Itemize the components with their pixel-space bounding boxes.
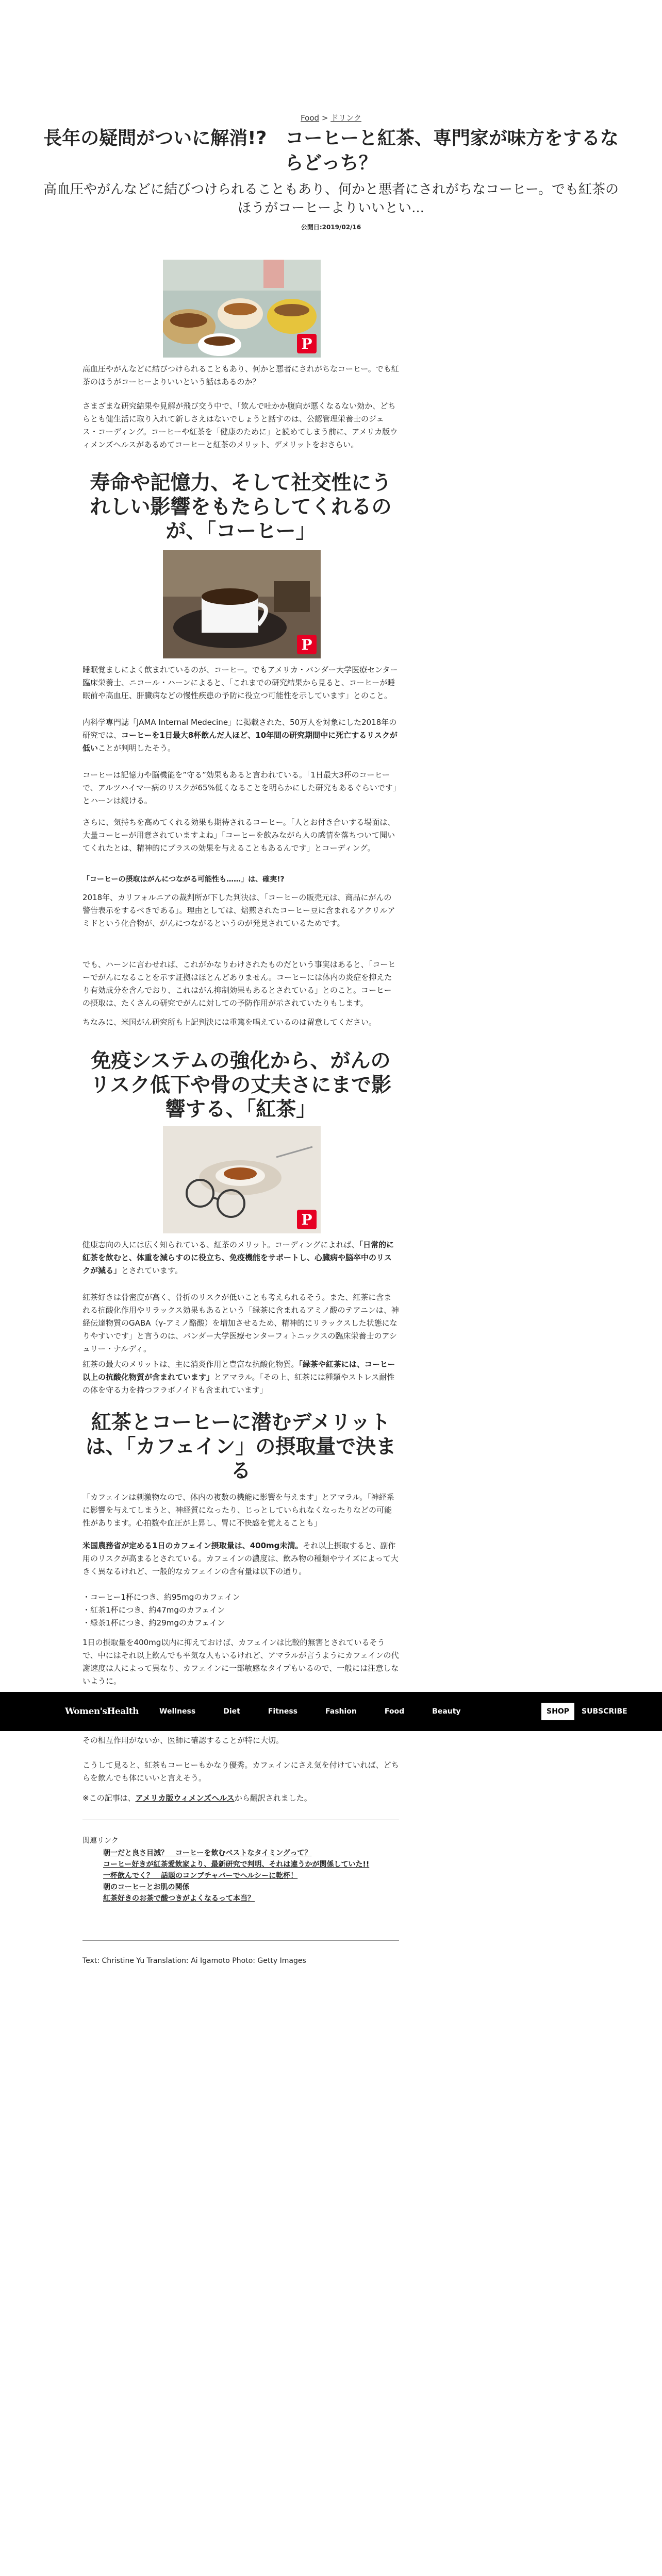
list-item: ・紅茶1杯につき、約47mgのカフェイン: [82, 1605, 225, 1615]
breadcrumb: [0, 112, 662, 123]
breadcrumb-drink-link[interactable]: ドリンク: [330, 113, 361, 123]
pinterest-icon[interactable]: P: [297, 635, 317, 654]
breadcrumb-food-link[interactable]: Food: [301, 113, 320, 123]
page-subtitle: 高血圧やがんなどに結びつけられることもあり、何かと悪者にされがちなコーヒー。でも紅茶のほうがコーヒーよりいいとい...: [43, 182, 619, 216]
article-paragraph: 健康志向の人には広く知られている、紅茶のメリット。コーディングによれば、「日常的に紅茶を飲むと、体重を減らすのに役立ち、免疫機能をサポートし、心臓病や脳卒中のリスクが減る」とされています。: [82, 1240, 394, 1275]
article-paragraph: コーヒーは記憶力や脳機能を”守る”効果もあると言われている。「1日最大3杯のコーヒーで、アルツハイマー病のリスクが65%低くなることを明らかにした研究もあるぐらいです」とハーンは続ける。: [82, 770, 397, 805]
related-link[interactable]: 一杯飲んでく？ 話題のコンブチャバーでヘルシーに乾杯！: [103, 1872, 298, 1880]
article-paragraph: 紅茶好きは骨密度が高く、骨折のリスクが低いことも考えられるそう。また、紅茶に含まれる抗酸化作用やリラックス効果もあるという「緑茶に含まれるアミノ酸のテアニンは、神経伝達物質のGABA（γ-アミノ酪酸）を増加させるため、精神的にリラックスした状態になりやすいです」と言うのは、バンダー大学医療センターフィトニックスの臨床栄養士のアシュリー・ナルディ。: [82, 1293, 399, 1353]
subsection-heading: 「コーヒーの摂取はがんにつながる可能性も……」は、確実!?: [82, 875, 285, 884]
shop-button[interactable]: SHOP: [541, 1703, 574, 1720]
nav-item-beauty[interactable]: Beauty: [432, 1707, 461, 1716]
article-paragraph: 内科学専門誌「JAMA Internal Medecine」に掲載された、50万人を対象にした2018年の研究では、コーヒーを1日最大8杯飲んだ人ほど、10年間の研究期間中に死亡するリスクが低いことが判明したそう。: [82, 718, 398, 753]
related-link[interactable]: 朝一だと良さ目減？ コーヒーを飲むベストなタイミングって？: [103, 1849, 312, 1857]
publish-date: 公開日:2019/02/16: [301, 224, 361, 231]
nav-item-food[interactable]: Food: [384, 1707, 405, 1716]
tea-and-glasses-image: [163, 1126, 321, 1233]
nav-item-fashion[interactable]: Fashion: [325, 1707, 357, 1716]
breadcrumb-separator: >: [319, 113, 331, 123]
list-item: ・緑茶1杯につき、約29mgのカフェイン: [82, 1618, 225, 1628]
article-paragraph: 2018年、カリフォルニアの裁判所が下した判決は、「コーヒーの販売元は、商品にがんの警告表示をするべきである」。理由としては、焙煎されたコーヒー豆に含まれるアクリルアミドという化合物が、がんにつながるというのが発見されているためです。: [82, 893, 395, 928]
article-paragraph: こうして見ると、紅茶もコーヒーもかなり優秀。カフェインにさえ気を付けていれば、どちらを飲んでも体にいいと言えそう。: [82, 1760, 399, 1783]
article-credit: Text: Christine Yu Translation: Ai Igamoto Photo: Getty Images: [82, 1957, 306, 1965]
article-paragraph: その相互作用がないか、医師に確認することが特に大切。: [82, 1736, 284, 1745]
article-paragraph: さまざまな研究結果や見解が飛び交う中で、「飲んで吐かか腹向が悪くなるない効か、どちらとも健生活に取り入れて新しさえはないでしょうと話すのは、公認管理栄養士のジェス・コーディング。コーヒーや紅茶を「健康のために」と読めてしまう前に、アメリカ版ウィメンズヘルスがあるめてコーヒーと紅茶のメリット、デメリットをおさらい。: [82, 401, 398, 449]
site-logo[interactable]: Women'sHealth: [65, 1706, 139, 1717]
page-title: 長年の疑問がついに解消!? コーヒーと紅茶、専門家が味方をするならどっち？: [43, 128, 619, 174]
related-links-list: [103, 1848, 392, 1904]
section-heading-coffee: 寿命や記憶力、そして社交性にうれしい影響をもたらしてくれるのが、「コーヒー」: [90, 471, 392, 543]
section-heading-tea: 免疫システムの強化から、がんのリスク低下や骨の丈夫さにまで影響する、「紅茶」: [90, 1049, 392, 1121]
article-paragraph: ちなみに、米国がん研究所も上記判決には重篤を唱えているのは留意してください。: [82, 1018, 377, 1027]
coffee-cup-image: [163, 550, 321, 658]
nav-item-wellness[interactable]: Wellness: [159, 1707, 196, 1716]
pinterest-icon[interactable]: P: [297, 334, 317, 353]
article-paragraph: 米国農務省が定める1日のカフェイン摂取量は、400mg未満。それ以上摂取すると、副作用のリスクが高まるとされている。カフェインの濃度は、飲み物の種類やサイズによって大きく異なるけれど、一般的なカフェインの含有量は以下の通り。: [82, 1541, 399, 1576]
list-item: ・コーヒー1杯につき、約95mgのカフェイン: [82, 1592, 240, 1602]
subscribe-button[interactable]: SUBSCRIBE: [582, 1707, 627, 1716]
pinterest-icon[interactable]: P: [297, 1210, 317, 1229]
article-paragraph: でも、ハーンに言わせれば、これがかなりわけされたものだという事実はあると、「コーヒーでがんになることを示す証拠はほとんどありません。コーヒーには体内の炎症を抑えたり有効成分を含んでおり、これはがん抑制効果もあるとされている」とのこと。コーヒーの摂取は、たくさんの研究でがんに対しての予防作用が示されていたりもします。: [82, 960, 396, 1008]
article-paragraph: 紅茶の最大のメリットは、主に消炎作用と豊富な抗酸化物質。「緑茶や紅茶には、コーヒー以上の抗酸化物質が含まれています」とアマラル。「その上、紅茶には種類やストレス耐性の体を守る力を持つフラボノイドも含まれています」: [82, 1360, 395, 1395]
related-link[interactable]: 紅茶好きのお茶で酸つきがよくなるって本当？: [103, 1894, 255, 1903]
article-paragraph: 高血圧やがんなどに結びつけられることもあり、何かと悪者にされがちなコーヒー。でも紅茶のほうがコーヒーよりいいという話はあるのか？: [82, 364, 399, 386]
related-links-label: 関連リンク: [82, 1837, 119, 1845]
article-paragraph: さらに、気持ちを高めてくれる効果も期待されるコーヒー。「人とお付き合いする場面は、大量コーヒーが用意されていますよね」「コーヒーを飲みながら人の感情を落ちついて聞いてくれたとは、精神的にプラスの効果を与えることもあるんです」とコーディング。: [82, 818, 395, 853]
nav-item-diet[interactable]: Diet: [223, 1707, 240, 1716]
divider: [82, 1940, 399, 1941]
nav-menu: [159, 1707, 489, 1716]
source-link[interactable]: アメリカ版ウィメンズヘルス: [135, 1793, 235, 1803]
related-link[interactable]: コーヒー好きが紅茶愛飲家より、最新研究で判明、それは違うかが関係していた!!: [103, 1860, 370, 1869]
article-paragraph: ※この記事は、アメリカ版ウィメンズヘルスから翻訳されました。: [82, 1793, 312, 1803]
related-link[interactable]: 朝のコーヒーとお肌の関係: [103, 1883, 190, 1891]
site-navbar: [0, 1692, 662, 1731]
article-paragraph: 1日の摂取量を400mg以内に抑えておけば、カフェインは比較的無害とされているそうで、中にはそれ以上飲んでも平気な人もいるけれど、アマラルが言うようにカフェインの代謝速度は人によって異なり、カフェインに一部敏感なタイプもいるので、一般には注意しないように。: [82, 1638, 399, 1686]
caffeine-list: [82, 1591, 399, 1630]
section-heading-caffeine: 紅茶とコーヒーに潜むデメリットは、「カフェイン」の摂取量で決まる: [85, 1411, 396, 1483]
nav-item-fitness[interactable]: Fitness: [268, 1707, 298, 1716]
article-paragraph: 睡眠覚ましによく飲まれているのが、コーヒー。でもアメリカ・バンダー大学医療センター臨床栄養士、ニコール・ハーンによると、「これまでの研究結果から見ると、コーヒーが睡眠前や高血圧、肝臓病などの慢性疾患の予防に役立つ可能性を示しています」とのこと。: [82, 665, 398, 700]
hero-image-tea-cups: [163, 260, 321, 358]
article-paragraph: 「カフェインは刺激物なので、体内の複数の機能に影響を与えます」とアマラル。「神経系に影響を与えてしまうと、神経質になったり、じっとしていられなくなったりなどの可能性があります。心拍数や血圧が上昇し、胃に不快感を覚えることも」: [82, 1493, 394, 1528]
